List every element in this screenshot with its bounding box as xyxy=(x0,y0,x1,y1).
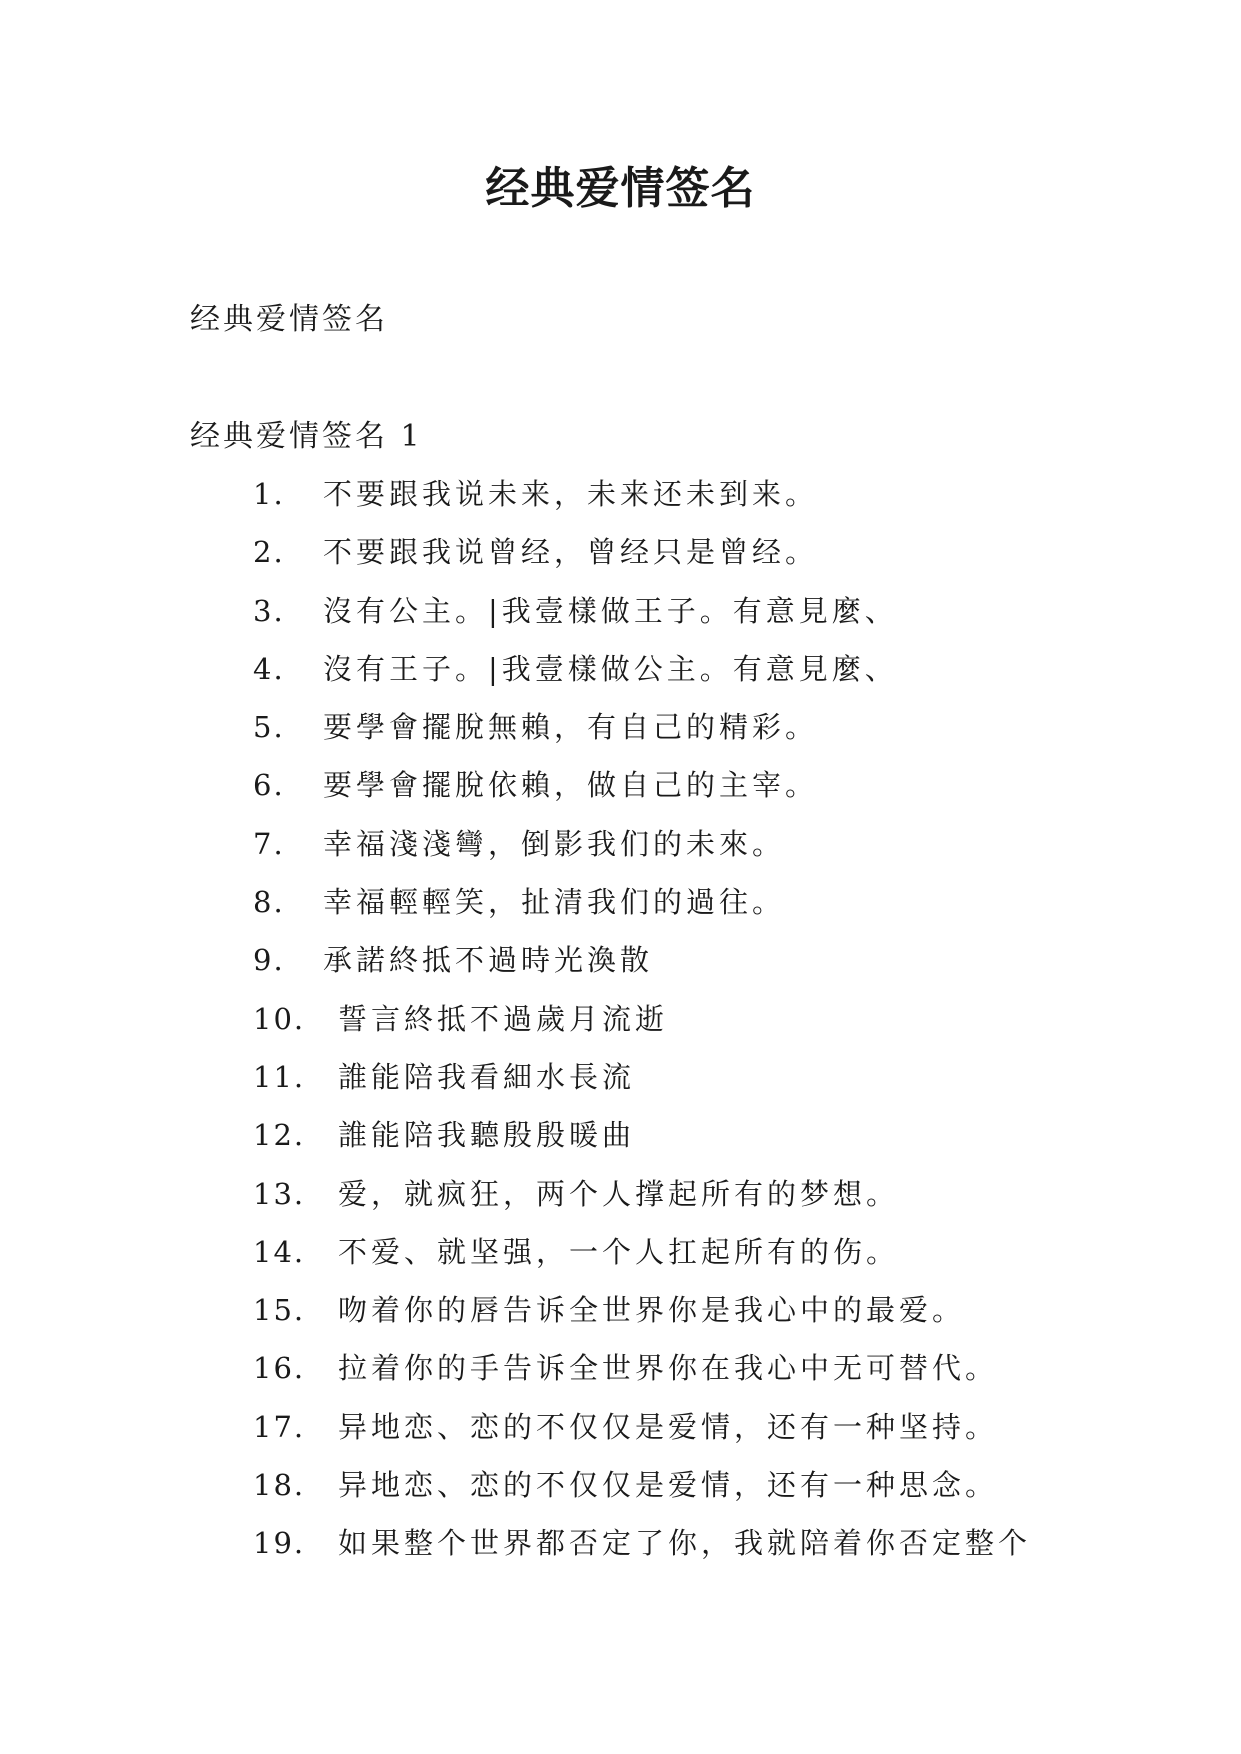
list-item-number: 14. xyxy=(253,1234,306,1269)
list-item-text: 承諾終抵不過時光渙散 xyxy=(323,943,654,978)
list-item-number: 2. xyxy=(253,535,285,570)
list-item-text: 沒有公主。|我壹樣做王子。有意見麼、 xyxy=(323,593,898,628)
list-item xyxy=(253,474,1031,532)
list-item xyxy=(253,591,1031,649)
list-item-number: 12. xyxy=(253,1118,306,1153)
list-item xyxy=(253,1174,1031,1232)
list-item-number: 13. xyxy=(253,1176,306,1211)
list-item-number: 15. xyxy=(253,1293,306,1328)
list-item xyxy=(253,1232,1031,1290)
list-item xyxy=(253,765,1031,823)
list-item-text: 不爱、就坚强，一个人扛起所有的伤。 xyxy=(338,1234,900,1269)
list-item-text: 异地恋、恋的不仅仅是爱情，还有一种思念。 xyxy=(338,1468,999,1503)
section-heading: 经典爱情签名 1 xyxy=(190,419,423,454)
list-item-text: 要學會擺脫無賴，有自己的精彩。 xyxy=(323,710,819,745)
list-item-text: 吻着你的唇告诉全世界你是我心中的最爱。 xyxy=(338,1293,966,1328)
list-item xyxy=(253,649,1031,707)
list-item xyxy=(253,999,1031,1057)
list-item-text: 誰能陪我聽殷殷暖曲 xyxy=(338,1118,636,1153)
list-item-text: 不要跟我说未来，未来还未到来。 xyxy=(323,477,819,511)
list-item-number: 6. xyxy=(253,768,285,803)
list-item-text: 不要跟我说曾经，曾经只是曾经。 xyxy=(323,535,819,570)
list-item-number: 19. xyxy=(253,1526,306,1561)
list-item-text: 沒有王子。|我壹樣做公主。有意見麼、 xyxy=(323,651,898,686)
list-item-number: 5. xyxy=(253,710,285,745)
page-title: 经典爱情签名 xyxy=(485,163,756,214)
list-item xyxy=(253,824,1031,882)
list-item-text: 拉着你的手告诉全世界你在我心中无可替代。 xyxy=(338,1351,999,1386)
list-item-number: 16. xyxy=(253,1351,306,1386)
list-item xyxy=(253,1523,1031,1581)
list-item-number: 17. xyxy=(253,1409,306,1444)
list-item xyxy=(253,1465,1031,1523)
list-item-number: 9. xyxy=(253,943,285,978)
list-item xyxy=(253,1290,1031,1348)
list-item xyxy=(253,1115,1031,1173)
list-item-text: 誰能陪我看細水長流 xyxy=(338,1059,636,1094)
list-item xyxy=(253,532,1031,590)
list-item xyxy=(253,1348,1031,1406)
list-item xyxy=(253,940,1031,998)
list-item xyxy=(253,1057,1031,1115)
list-item-number: 11. xyxy=(253,1059,306,1094)
list-item-number: 1. xyxy=(253,477,285,511)
subtitle: 经典爱情签名 xyxy=(190,302,388,337)
list-item-number: 4. xyxy=(253,651,285,686)
list-item xyxy=(253,882,1031,940)
list-item xyxy=(253,707,1031,765)
list-item-number: 10. xyxy=(253,1001,306,1036)
list-item-text: 爱，就疯狂，两个人撑起所有的梦想。 xyxy=(338,1176,900,1211)
list-item xyxy=(253,1407,1031,1465)
list-item-text: 誓言終抵不過歲月流逝 xyxy=(338,1001,669,1036)
list-item-text: 异地恋、恋的不仅仅是爱情，还有一种坚持。 xyxy=(338,1409,999,1444)
list-item-number: 18. xyxy=(253,1468,306,1503)
list-item-text: 幸福淺淺彎，倒影我们的未來。 xyxy=(323,826,786,861)
list-item-text: 幸福輕輕笑，扯清我们的過往。 xyxy=(323,885,786,920)
list-item-number: 8. xyxy=(253,885,285,920)
list-item-number: 3. xyxy=(253,593,285,628)
signature-list xyxy=(253,474,1031,1582)
list-item-text: 如果整个世界都否定了你，我就陪着你否定整个 xyxy=(338,1526,1032,1561)
list-item-number: 7. xyxy=(253,826,285,861)
list-item-text: 要學會擺脫依賴，做自己的主宰。 xyxy=(323,768,819,803)
